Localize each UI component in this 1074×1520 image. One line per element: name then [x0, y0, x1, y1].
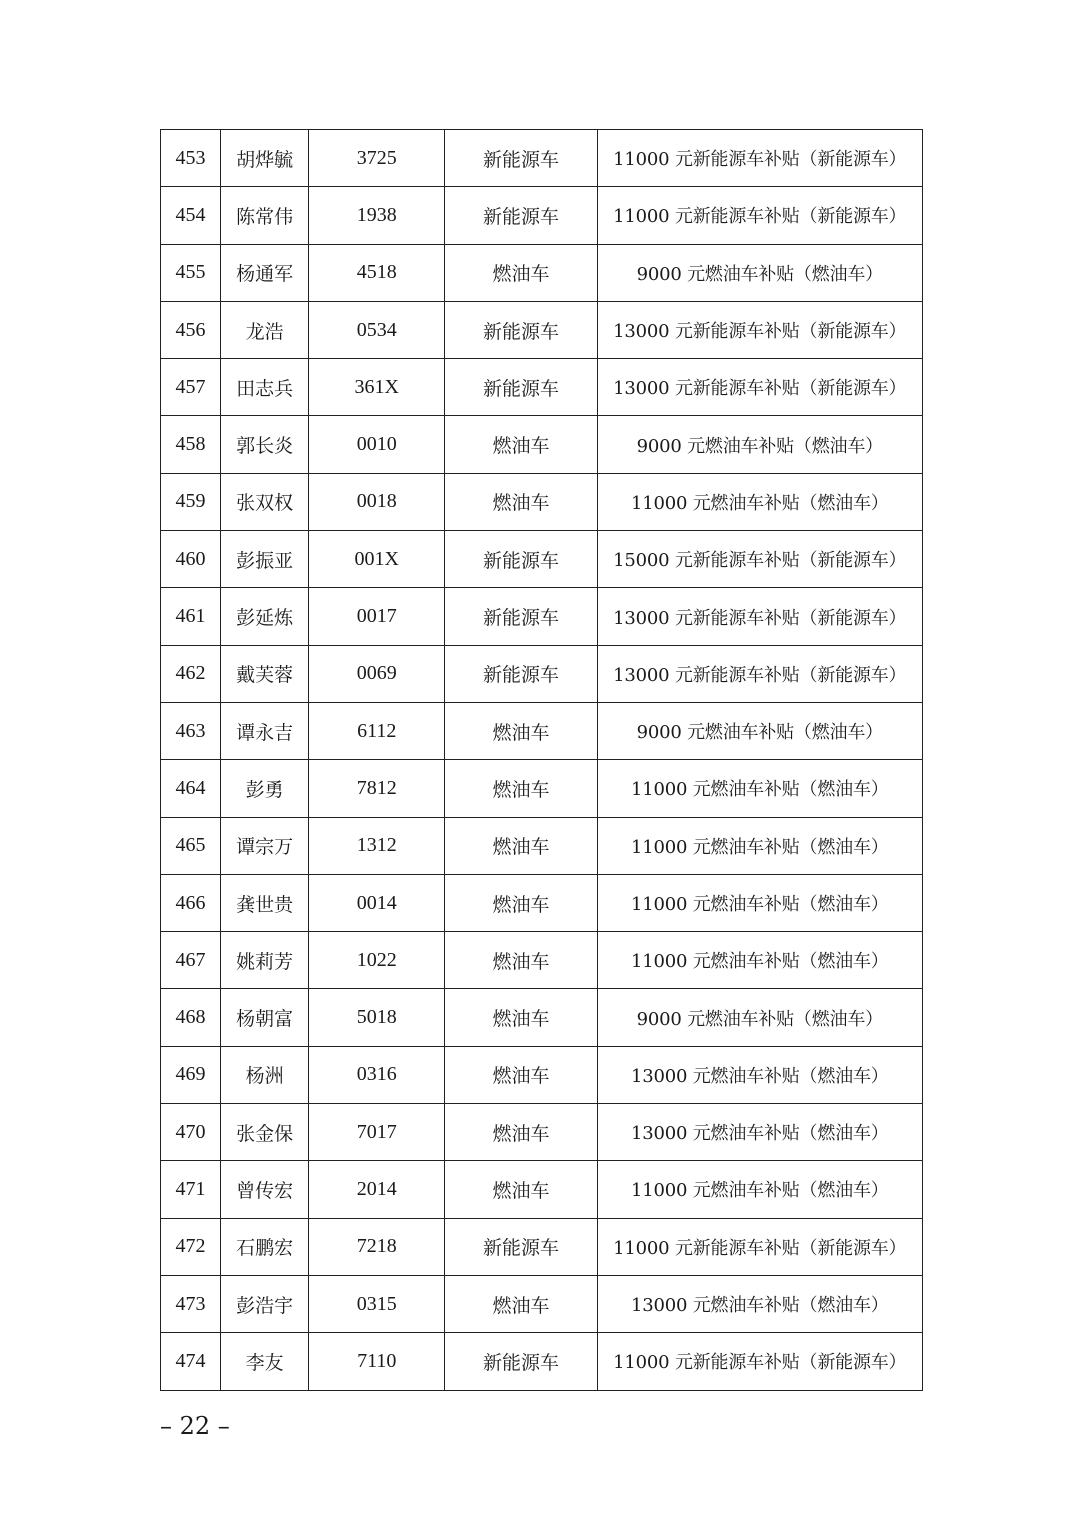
table-row [161, 702, 923, 759]
subsidy-cell: 13000 元燃油车补贴（燃油车） [597, 1046, 922, 1103]
id-suffix-cell: 0018 [309, 473, 445, 530]
subsidy-cell: 11000 元燃油车补贴（燃油车） [597, 473, 922, 530]
name-cell: 彭振亚 [221, 531, 309, 588]
vehicle-type-cell: 新能源车 [445, 359, 597, 416]
id-suffix-cell: 1312 [309, 817, 445, 874]
row-number-cell: 469 [161, 1046, 221, 1103]
table-row [161, 1161, 923, 1218]
subsidy-table [160, 129, 923, 1391]
vehicle-type-cell: 新能源车 [445, 588, 597, 645]
name-cell: 胡烨毓 [221, 130, 309, 187]
table-row [161, 760, 923, 817]
table-row [161, 817, 923, 874]
vehicle-type-cell: 燃油车 [445, 989, 597, 1046]
row-number-cell: 468 [161, 989, 221, 1046]
name-cell: 石鹏宏 [221, 1218, 309, 1275]
table-row [161, 989, 923, 1046]
row-number-cell: 456 [161, 301, 221, 358]
id-suffix-cell: 7812 [309, 760, 445, 817]
vehicle-type-cell: 新能源车 [445, 187, 597, 244]
id-suffix-cell: 0069 [309, 645, 445, 702]
table-row [161, 645, 923, 702]
subsidy-cell: 13000 元新能源车补贴（新能源车） [597, 359, 922, 416]
name-cell: 彭延炼 [221, 588, 309, 645]
row-number-cell: 464 [161, 760, 221, 817]
vehicle-type-cell: 燃油车 [445, 1046, 597, 1103]
id-suffix-cell: 0014 [309, 874, 445, 931]
name-cell: 杨通军 [221, 244, 309, 301]
table-row [161, 1218, 923, 1275]
name-cell: 陈常伟 [221, 187, 309, 244]
table-row [161, 359, 923, 416]
name-cell: 张双权 [221, 473, 309, 530]
row-number-cell: 471 [161, 1161, 221, 1218]
name-cell: 戴芙蓉 [221, 645, 309, 702]
table-row [161, 244, 923, 301]
name-cell: 张金保 [221, 1104, 309, 1161]
table-row [161, 1275, 923, 1332]
table-row [161, 874, 923, 931]
name-cell: 杨洲 [221, 1046, 309, 1103]
vehicle-type-cell: 新能源车 [445, 130, 597, 187]
row-number-cell: 453 [161, 130, 221, 187]
name-cell: 彭浩宇 [221, 1275, 309, 1332]
row-number-cell: 474 [161, 1333, 221, 1390]
id-suffix-cell: 6112 [309, 702, 445, 759]
subsidy-cell: 11000 元新能源车补贴（新能源车） [597, 1333, 922, 1390]
row-number-cell: 466 [161, 874, 221, 931]
table-row [161, 1333, 923, 1390]
id-suffix-cell: 5018 [309, 989, 445, 1046]
row-number-cell: 465 [161, 817, 221, 874]
name-cell: 龚世贵 [221, 874, 309, 931]
id-suffix-cell: 0316 [309, 1046, 445, 1103]
row-number-cell: 457 [161, 359, 221, 416]
id-suffix-cell: 361X [309, 359, 445, 416]
subsidy-cell: 11000 元燃油车补贴（燃油车） [597, 760, 922, 817]
subsidy-cell: 11000 元燃油车补贴（燃油车） [597, 932, 922, 989]
vehicle-type-cell: 燃油车 [445, 416, 597, 473]
subsidy-cell: 13000 元燃油车补贴（燃油车） [597, 1104, 922, 1161]
vehicle-type-cell: 新能源车 [445, 531, 597, 588]
vehicle-type-cell: 新能源车 [445, 301, 597, 358]
name-cell: 龙浩 [221, 301, 309, 358]
id-suffix-cell: 4518 [309, 244, 445, 301]
vehicle-type-cell: 燃油车 [445, 874, 597, 931]
subsidy-cell: 13000 元新能源车补贴（新能源车） [597, 588, 922, 645]
table-row [161, 932, 923, 989]
subsidy-cell: 15000 元新能源车补贴（新能源车） [597, 531, 922, 588]
vehicle-type-cell: 燃油车 [445, 932, 597, 989]
row-number-cell: 458 [161, 416, 221, 473]
table-row [161, 301, 923, 358]
row-number-cell: 461 [161, 588, 221, 645]
name-cell: 姚莉芳 [221, 932, 309, 989]
subsidy-cell: 9000 元燃油车补贴（燃油车） [597, 989, 922, 1046]
table-row [161, 531, 923, 588]
row-number-cell: 470 [161, 1104, 221, 1161]
table-body [161, 130, 923, 1391]
name-cell: 杨朝富 [221, 989, 309, 1046]
id-suffix-cell: 0010 [309, 416, 445, 473]
vehicle-type-cell: 新能源车 [445, 1218, 597, 1275]
row-number-cell: 454 [161, 187, 221, 244]
row-number-cell: 467 [161, 932, 221, 989]
subsidy-cell: 11000 元燃油车补贴（燃油车） [597, 874, 922, 931]
row-number-cell: 462 [161, 645, 221, 702]
id-suffix-cell: 2014 [309, 1161, 445, 1218]
table-row [161, 473, 923, 530]
id-suffix-cell: 3725 [309, 130, 445, 187]
vehicle-type-cell: 燃油车 [445, 760, 597, 817]
subsidy-cell: 11000 元新能源车补贴（新能源车） [597, 1218, 922, 1275]
id-suffix-cell: 0534 [309, 301, 445, 358]
vehicle-type-cell: 燃油车 [445, 473, 597, 530]
subsidy-cell: 13000 元燃油车补贴（燃油车） [597, 1275, 922, 1332]
name-cell: 李友 [221, 1333, 309, 1390]
vehicle-type-cell: 燃油车 [445, 817, 597, 874]
subsidy-cell: 11000 元燃油车补贴（燃油车） [597, 817, 922, 874]
row-number-cell: 455 [161, 244, 221, 301]
id-suffix-cell: 1938 [309, 187, 445, 244]
row-number-cell: 460 [161, 531, 221, 588]
subsidy-cell: 11000 元新能源车补贴（新能源车） [597, 187, 922, 244]
row-number-cell: 473 [161, 1275, 221, 1332]
name-cell: 彭勇 [221, 760, 309, 817]
id-suffix-cell: 1022 [309, 932, 445, 989]
id-suffix-cell: 0315 [309, 1275, 445, 1332]
vehicle-type-cell: 燃油车 [445, 702, 597, 759]
vehicle-type-cell: 燃油车 [445, 1275, 597, 1332]
table-row [161, 416, 923, 473]
id-suffix-cell: 001X [309, 531, 445, 588]
vehicle-type-cell: 新能源车 [445, 1333, 597, 1390]
name-cell: 谭宗万 [221, 817, 309, 874]
subsidy-cell: 9000 元燃油车补贴（燃油车） [597, 244, 922, 301]
name-cell: 谭永吉 [221, 702, 309, 759]
vehicle-type-cell: 燃油车 [445, 244, 597, 301]
table-row [161, 130, 923, 187]
subsidy-cell: 11000 元燃油车补贴（燃油车） [597, 1161, 922, 1218]
name-cell: 田志兵 [221, 359, 309, 416]
row-number-cell: 472 [161, 1218, 221, 1275]
subsidy-cell: 9000 元燃油车补贴（燃油车） [597, 416, 922, 473]
row-number-cell: 459 [161, 473, 221, 530]
table-row [161, 1104, 923, 1161]
name-cell: 郭长炎 [221, 416, 309, 473]
id-suffix-cell: 7017 [309, 1104, 445, 1161]
vehicle-type-cell: 燃油车 [445, 1161, 597, 1218]
subsidy-cell: 13000 元新能源车补贴（新能源车） [597, 301, 922, 358]
vehicle-type-cell: 燃油车 [445, 1104, 597, 1161]
subsidy-cell: 9000 元燃油车补贴（燃油车） [597, 702, 922, 759]
name-cell: 曾传宏 [221, 1161, 309, 1218]
subsidy-cell: 11000 元新能源车补贴（新能源车） [597, 130, 922, 187]
row-number-cell: 463 [161, 702, 221, 759]
vehicle-type-cell: 新能源车 [445, 645, 597, 702]
id-suffix-cell: 7110 [309, 1333, 445, 1390]
table-row [161, 187, 923, 244]
page-number: – 22 – [160, 1412, 230, 1440]
subsidy-cell: 13000 元新能源车补贴（新能源车） [597, 645, 922, 702]
id-suffix-cell: 7218 [309, 1218, 445, 1275]
table-row [161, 1046, 923, 1103]
table-row [161, 588, 923, 645]
id-suffix-cell: 0017 [309, 588, 445, 645]
